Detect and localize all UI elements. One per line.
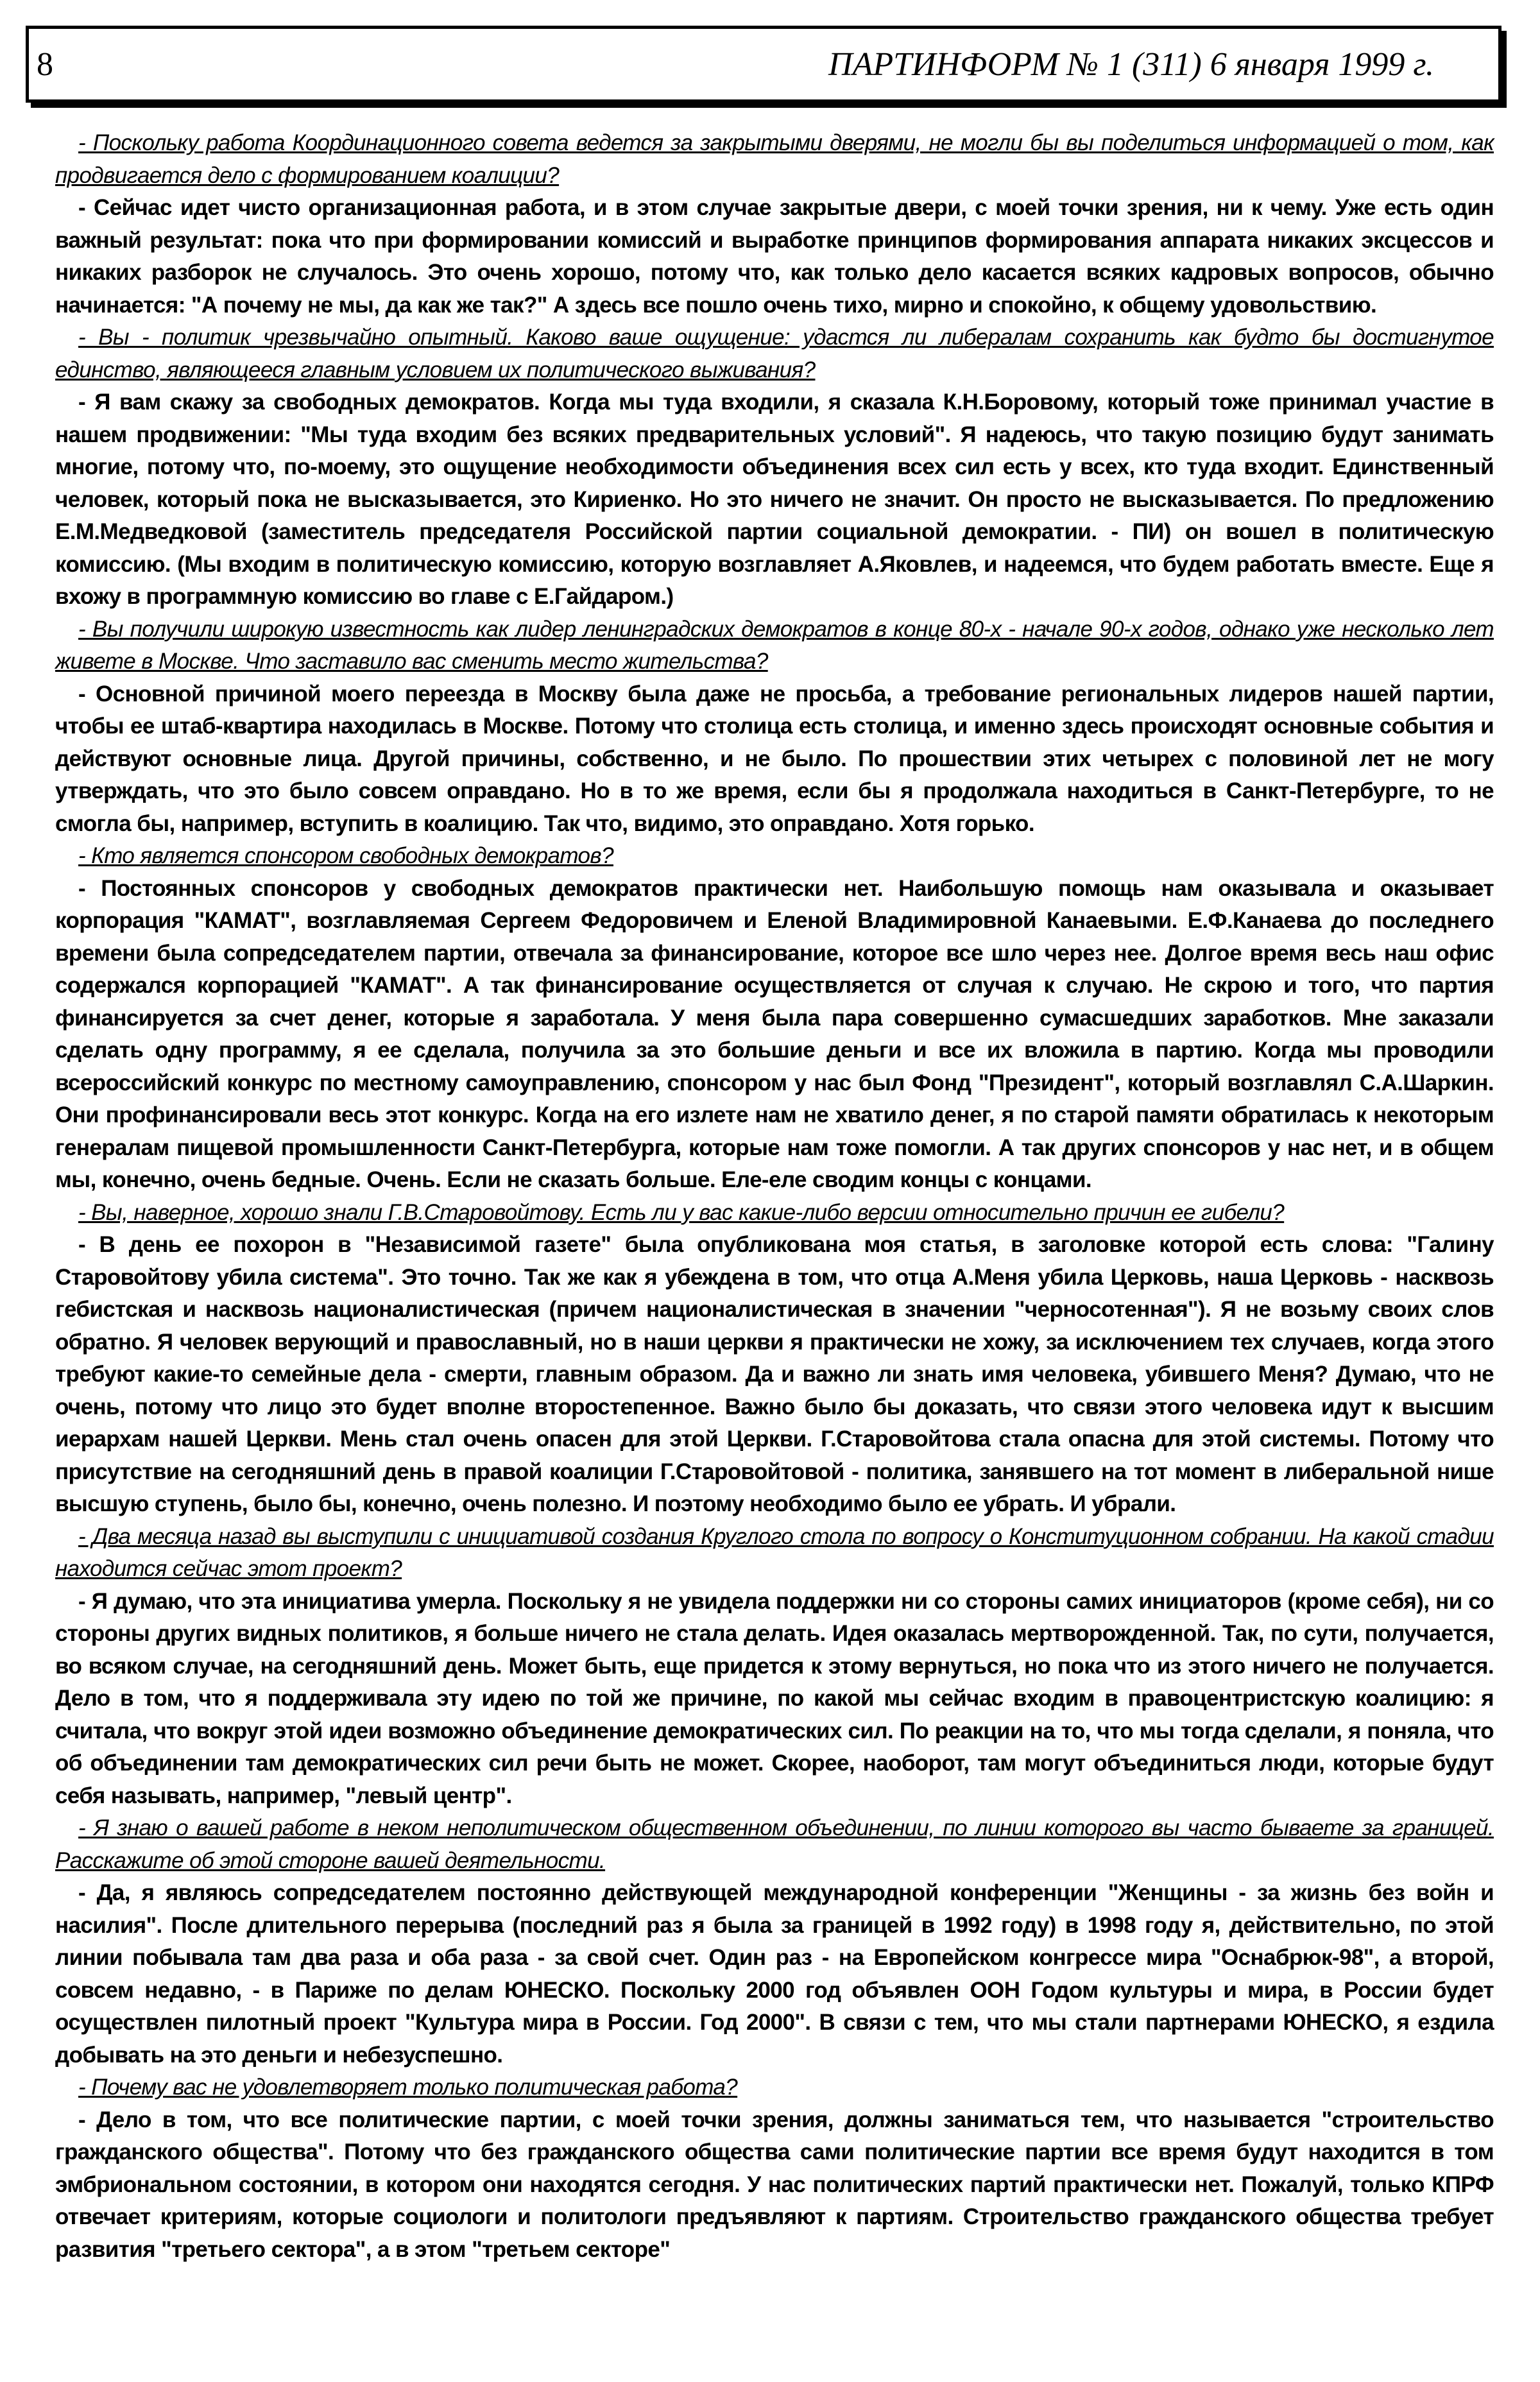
answer-paragraph: - Постоянных спонсоров у свободных демократов практически нет. Наибольшую помощь нам оказывала и оказывает корпорация "КАМАТ", возглавляемая Сергеем Федоровичем и Еленой Владимировной Канаевыми. Е.Ф.Канаева до последнего времени была сопредседателем партии, отвечала за финансирование, которое все шло через нее. Долгое время весь наш офис содержался корпорацией "КАМАТ". А так финансирование осуществляется от случая к случаю. Не скрою и того, что партия финансируется за счет денег, которые я заработала. У меня была пара совершенно сумасшедших заработков. Мне заказали сделать одну программу, я ее сделала, получила за это большие деньги и все их вложила в партию. Когда мы проводили всероссийский конкурс по местному самоуправлению, спонсором у нас был Фонд "Президент", который возглавлял С.А.Шаркин. Они профинансировали весь этот конкурс. Когда на его излете нам не хватило денег, я по старой памяти обратилась к некоторым генералам пищевой промышленности Санкт-Петербурга, которые нам тоже помогли. А так других спонсоров у нас нет, и в общем мы, конечно, очень бедные. Очень. Если не сказать больше. Еле-еле сводим концы с концами. [55, 875, 1494, 1192]
question-paragraph: - Поскольку работа Координационного совета ведется за закрытыми дверями, не могли бы вы поделиться информацией о том, как продвигается дело с формированием коалиции? [55, 130, 1494, 188]
question-paragraph: - Я знаю о вашей работе в неком неполитическом общественном объединении, по линии которого вы часто бываете за границей. Расскажите об этой стороне вашей деятельности. [55, 1815, 1494, 1873]
question-paragraph: - Два месяца назад вы выступили с инициативой создания Круглого стола по вопросу о Конституционном собрании. На какой стадии находится сейчас этот проект? [55, 1523, 1494, 1581]
answer-paragraph: - Я думаю, что эта инициатива умерла. Поскольку я не увидела поддержки ни со стороны самих инициаторов (кроме себя), ни со стороны других видных политиков, я больше ничего не стала делать. Идея оказалась мертворожденной. Так, по сути, получается, во всяком случае, на сегодняшний день. Может быть, еще придется к этому вернуться, но пока что из этого ничего не получается. Дело в том, что я поддерживала эту идею по той же причине, по какой мы сейчас входим в правоцентристскую коалицию: я считала, что вокруг этой идеи возможно объединение демократических сил. По реакции на то, что мы тогда сделали, я поняла, что об объединении там демократических сил речи быть не может. Скорее, наоборот, там могут объединиться люди, которые будут себя называть, например, "левый центр". [55, 1588, 1494, 1808]
answer-paragraph: - В день ее похорон в "Независимой газете" была опубликована моя статья, в заголовке которой есть слова: "Галину Старовойтову убила система". Это точно. Так же как я убеждена в том, что отца А.Меня убила Церковь, наша Церковь - насквозь гебистская и насквозь националистическая (причем националистическая в значении "черносотенная"). Я не возьму своих слов обратно. Я человек верующий и православный, но в наши церкви я практически не хожу, за исключением тех случаев, когда этого требуют какие-то семейные дела - смерти, главным образом. Да и важно ли знать имя человека, убившего Меня? Думаю, что не очень, потому что лицо это будет вполне второстепенное. Важно было бы доказать, что связи этого человека идут к высшим иерархам нашей Церкви. Мень стал очень опасен для этой Церкви. Г.Старовойтова стала опасна для этой системы. Потому что присутствие на сегодняшний день в правой коалиции Г.Старовойтовой - политика, занявшего на тот момент в либеральной нише высшую ступень, было бы, конечно, очень полезно. И поэтому необходимо было ее убрать. И убрали. [55, 1232, 1494, 1516]
question-paragraph: - Вы - политик чрезвычайно опытный. Каково ваше ощущение: удастся ли либералам сохранить как будто бы достигнутое единство, являющееся главным условием их политического выживания? [55, 325, 1494, 382]
question-paragraph: - Вы, наверное, хорошо знали Г.В.Старовойтову. Есть ли у вас какие-либо версии относительно причин ее гибели? [78, 1199, 1285, 1225]
answer-paragraph: - Да, я являюсь сопредседателем постоянно действующей международной конференции "Женщины - за жизнь без войн и насилия". После длительного перерыва (последний раз я была за границей в 1992 году) в 1998 году я, действительно, по этой линии побывала там два раза и оба раза - за свой счет. Один раз - на Европейском конгрессе мира "Оснабрюк-98", а второй, совсем недавно, - в Париже по делам ЮНЕСКО. Поскольку 2000 год объявлен ООН Годом культуры и мира, в России будет осуществлен пилотный проект "Культура мира в России. Год 2000". В связи с тем, что мы стали партнерами ЮНЕСКО, я ездила добывать на это деньги и небезуспешно. [55, 1880, 1494, 2068]
question-paragraph: - Кто является спонсором свободных демократов? [78, 843, 613, 868]
answer-paragraph: - Я вам скажу за свободных демократов. Когда мы туда входили, я сказала К.Н.Боровому, который тоже принимал участие в нашем продвижении: "Мы туда входим без всяких предварительных условий". Я надеюсь, что такую позицию будут занимать многие, потому что, по-моему, это ощущение необходимости объединения всех сил есть у всех, кто туда входит. Единственный человек, который пока не высказывается, это Кириенко. Но это ничего не значит. Он просто не высказывается. По предложению Е.М.Медведковой (заместитель председателя Российской партии социальной демократии. - ПИ) он вошел в политическую комиссию. (Мы входим в политическую комиссию, которую возглавляет А.Яковлев, и надеемся, что будем работать вместе. Еще я вхожу в программную комиссию во главе с Е.Гайдаром.) [55, 390, 1494, 609]
question-paragraph: - Почему вас не удовлетворяет только политическая работа? [78, 2075, 738, 2100]
page-header [26, 26, 1502, 103]
answer-paragraph: - Основной причиной моего переезда в Москву была даже не просьба, а требование региональных лидеров нашей партии, чтобы ее штаб-квартира находилась в Москве. Потому что столица есть столица, и именно здесь происходят основные события и действуют основные лица. Другой причины, собственно, и не было. По прошествии этих четырех с половиной лет не могу утверждать, что это было совсем оправдано. Но в то же время, если бы я продолжала находиться в Санкт-Петербурге, то не смогла бы, например, вступить в коалицию. Так что, видимо, это оправдано. Хотя горько. [55, 681, 1494, 836]
article-body [55, 127, 1494, 2266]
question-paragraph: - Вы получили широкую известность как лидер ленинградских демократов в конце 80-х - начале 90-х годов, однако уже несколько лет живете в Москве. Что заставило вас сменить место жительства? [55, 616, 1494, 674]
page-number: 8 [37, 46, 53, 83]
answer-paragraph: - Дело в том, что все политические партии, с моей точки зрения, должны заниматься тем, что называется "строительство гражданского общества". Потому что без гражданского общества сами политические партии все время будут находится в том эмбриональном состоянии, в котором они находятся сегодня. У нас политических партий практически нет. Пожалуй, только КПРФ отвечает критериям, которые социологи и политологи предъявляют к партиям. Строительство гражданского общества требует развития "третьего сектора", а в этом "третьем секторе" [55, 2107, 1494, 2262]
publication-title: ПАРТИНФОРМ № 1 (311) 6 января 1999 г. [828, 46, 1434, 83]
answer-paragraph: - Сейчас идет чисто организационная работа, и в этом случае закрытые двери, с моей точки зрения, ни к чему. Уже есть один важный результат: пока что при формировании комиссий и выработке принципов формирования аппарата никаких эксцессов и никаких разборок не случалось. Это очень хорошо, потому что, как только дело касается всяких кадровых вопросов, обычно начинается: "А почему не мы, да как же так?" А здесь все пошло очень тихо, мирно и спокойно, к общему удовольствию. [55, 195, 1494, 318]
